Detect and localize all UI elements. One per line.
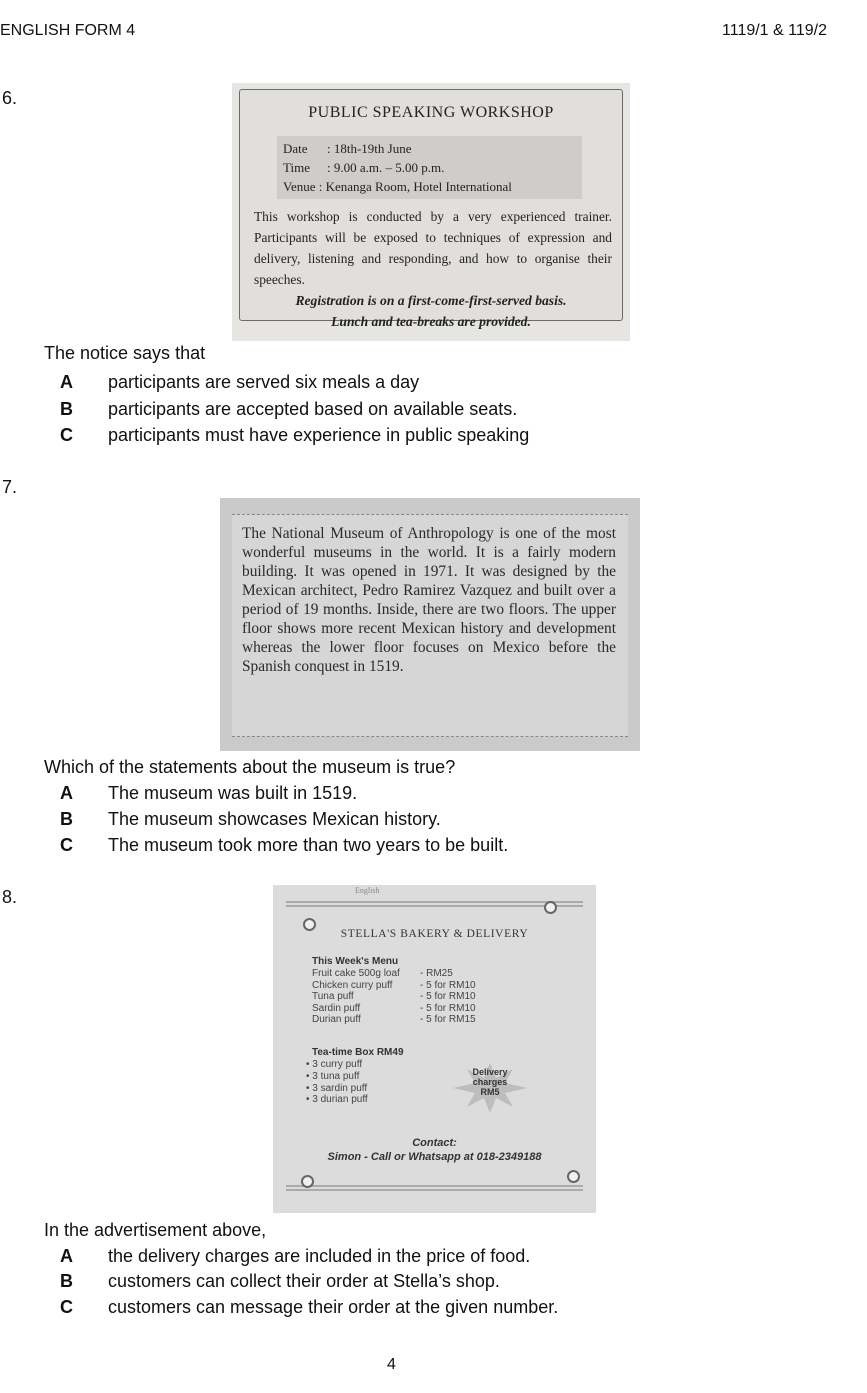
option-letter: B xyxy=(60,1271,73,1291)
option-text: The museum took more than two years to be built. xyxy=(108,835,509,855)
question-6-option-a[interactable] xyxy=(60,372,419,393)
option-letter: A xyxy=(60,372,73,392)
menu-item: Durian puff xyxy=(312,1014,361,1026)
box-item: • 3 sardin puff xyxy=(306,1083,368,1095)
advert-box-heading: Tea-time Box RM49 xyxy=(312,1047,404,1058)
notice-time-label: Time xyxy=(283,160,310,175)
menu-row xyxy=(312,968,476,980)
advert-menu-heading: This Week's Menu xyxy=(312,956,399,967)
option-text: participants are served six meals a day xyxy=(108,372,420,392)
option-letter: C xyxy=(60,835,73,855)
menu-item: Sardin puff xyxy=(312,1002,361,1014)
menu-row xyxy=(312,980,476,992)
notice-date-value: : 18th-19th June xyxy=(327,141,412,156)
option-letter: B xyxy=(60,399,73,419)
menu-row xyxy=(312,1014,476,1026)
option-text: The museum was built in 1519. xyxy=(108,783,358,803)
menu-price: - 5 for RM10 xyxy=(420,979,476,991)
menu-item: Chicken curry puff xyxy=(312,979,393,991)
workshop-notice-title: PUBLIC SPEAKING WORKSHOP xyxy=(308,104,554,121)
delivery-line-2: charges xyxy=(472,1077,508,1087)
notice-date-label: Date xyxy=(283,141,308,156)
question-8-number: 8. xyxy=(2,887,18,907)
header-paper-code: 1119/1 & 119/2 xyxy=(722,22,827,39)
question-6-number: 6. xyxy=(2,88,18,108)
option-text: customers can message their order at the given number. xyxy=(108,1297,559,1317)
option-text: customers can collect their order at Stella’s shop. xyxy=(108,1271,500,1291)
delivery-starburst xyxy=(453,1063,527,1113)
menu-row xyxy=(312,1003,476,1015)
workshop-notice-registration xyxy=(240,290,622,332)
header-subject: ENGLISH FORM 4 xyxy=(0,22,136,39)
workshop-notice-body: This workshop is conducted by a very experienced trainer. Participants will be exposed to techniques of expression and delivery, listening and responding, and how to organise their speeches. xyxy=(254,209,612,287)
question-8-option-c[interactable] xyxy=(60,1297,558,1318)
box-item: • 3 durian puff xyxy=(306,1094,368,1106)
notice-time-value: : 9.00 a.m. – 5.00 p.m. xyxy=(327,160,445,175)
hole-icon xyxy=(301,1175,314,1188)
delivery-line-3: RM5 xyxy=(480,1087,500,1097)
advert-box-list xyxy=(306,1059,368,1106)
notice-time-row xyxy=(283,158,576,177)
option-letter: C xyxy=(60,425,73,445)
advert-top-word: English xyxy=(355,886,380,895)
question-6-option-b[interactable] xyxy=(60,399,517,420)
option-text: participants are accepted based on available seats. xyxy=(108,399,518,419)
question-8-option-a[interactable] xyxy=(60,1246,530,1267)
hole-icon xyxy=(567,1170,580,1183)
option-letter: C xyxy=(60,1297,73,1317)
advert-menu-list xyxy=(312,968,476,1026)
menu-price: - 5 for RM10 xyxy=(420,1002,476,1014)
menu-item: Fruit cake 500g loaf xyxy=(312,968,400,979)
option-text: the delivery charges are included in the price of food. xyxy=(108,1246,531,1266)
question-6-option-c[interactable] xyxy=(60,425,529,446)
question-7-option-c[interactable] xyxy=(60,835,508,856)
workshop-notice-details xyxy=(277,136,582,199)
menu-item: Tuna puff xyxy=(312,991,354,1003)
option-text: The museum showcases Mexican history. xyxy=(108,809,441,829)
notice-venue-label: Venue xyxy=(283,179,316,194)
advert-contact-heading: Contact: xyxy=(412,1137,457,1149)
option-letter: A xyxy=(60,783,73,803)
delivery-line-1: Delivery xyxy=(472,1067,508,1077)
question-7-option-a[interactable] xyxy=(60,783,357,804)
museum-passage-image xyxy=(220,498,640,751)
box-item: • 3 tuna puff xyxy=(306,1071,368,1083)
option-text: participants must have experience in public speaking xyxy=(108,425,530,445)
question-6-stem: The notice says that xyxy=(44,343,206,363)
menu-price: - RM25 xyxy=(420,968,453,979)
delivery-text xyxy=(453,1067,527,1097)
question-7-stem: Which of the statements about the museum is true? xyxy=(44,757,456,777)
notice-venue-row xyxy=(283,177,576,196)
question-7-option-b[interactable] xyxy=(60,809,441,830)
page-number: 4 xyxy=(387,1356,396,1373)
notice-date-row xyxy=(283,139,576,158)
notice-lunch-line: Lunch and tea-breaks are provided. xyxy=(331,314,531,329)
menu-price: - 5 for RM10 xyxy=(420,991,476,1003)
question-8-stem: In the advertisement above, xyxy=(44,1220,267,1240)
hole-icon xyxy=(544,901,557,914)
workshop-notice-frame xyxy=(239,89,623,329)
option-letter: B xyxy=(60,809,73,829)
bakery-advert-image xyxy=(273,885,596,1213)
box-item: • 3 curry puff xyxy=(306,1059,368,1071)
menu-row xyxy=(312,991,476,1003)
museum-passage-text: The National Museum of Anthropology is one of the most wonderful museums in the world. It is a fairly modern building. It was opened in 1971. It was designed by the Mexican architect, Pedro Ramirez Vazquez and built over a period of 19 months. Inside, there are two floors. The upper floor shows more recent Mexican history and development whereas the lower floor focuses on Mexico before the Spanish conquest in 1519. xyxy=(242,525,616,675)
question-7-number: 7. xyxy=(2,477,18,497)
notice-registration-line: Registration is on a first-come-first-served basis. xyxy=(295,293,567,308)
menu-price: - 5 for RM15 xyxy=(420,1014,476,1026)
workshop-notice-image xyxy=(232,83,630,341)
notice-venue-value: : Kenanga Room, Hotel International xyxy=(318,179,512,194)
advert-contact-line: Simon - Call or Whatsapp at 018-2349188 xyxy=(327,1151,542,1163)
option-letter: A xyxy=(60,1246,73,1266)
question-8-option-b[interactable] xyxy=(60,1271,500,1292)
advert-title: STELLA'S BAKERY & DELIVERY xyxy=(340,928,529,940)
